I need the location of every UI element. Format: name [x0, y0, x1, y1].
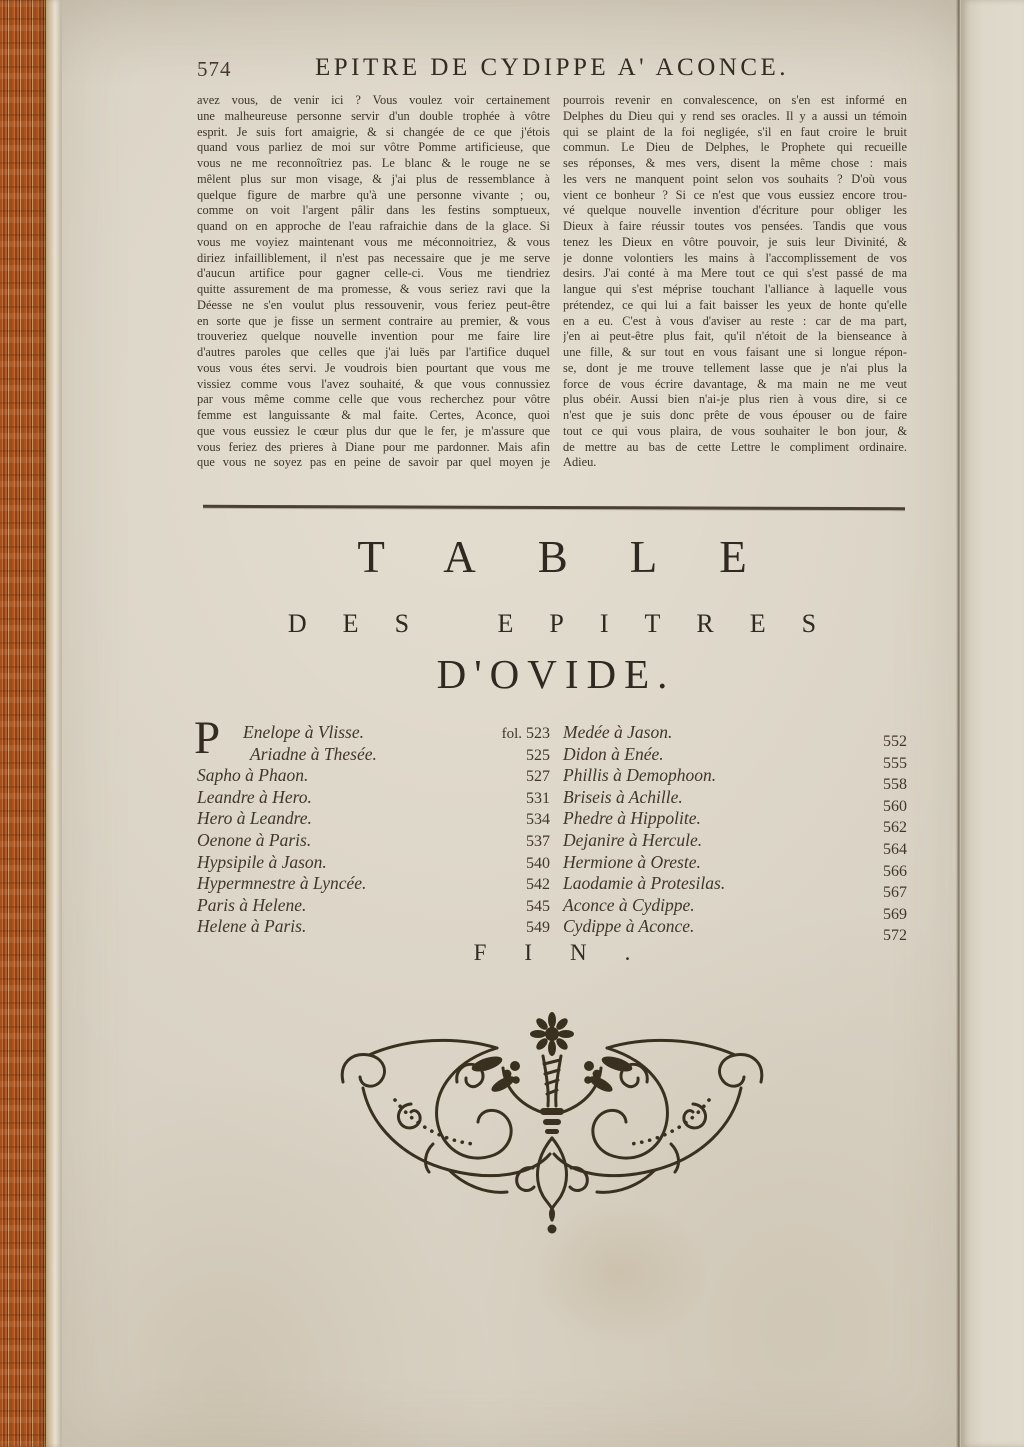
text-line: vous vous étes servi. Je voudrois bien pourtant que vous me — [197, 360, 550, 375]
text-line: qui se plaint de la foi negligée, s'il en faut croire le bruit — [563, 124, 907, 139]
table-of-epistles — [194, 712, 907, 945]
toc-entry — [197, 808, 550, 830]
toc-entry — [563, 873, 907, 902]
toc-entry-page: 560 — [883, 797, 907, 815]
toc-right-column — [563, 722, 907, 945]
toc-entry-title: Sapho à Phaon. — [197, 765, 309, 786]
toc-entry-title: Didon à Enée. — [563, 743, 664, 764]
text-line: trouveriez quelque nouvelle invention pour me faire lire — [197, 329, 550, 344]
toc-entry — [563, 916, 907, 945]
text-line: esprit. Je suis fort amaigrie, & si changée de ce que j'étois — [197, 124, 550, 139]
toc-entry-title: Ariadne à Thesée. — [250, 743, 377, 764]
toc-entry-title: Helene à Paris. — [197, 916, 307, 937]
text-line: vissiez comme vous l'avez souhaité, & que vous connussiez — [197, 376, 550, 391]
epistle-text — [197, 93, 907, 471]
toc-entry-page: 542 — [526, 876, 550, 894]
toc-entry — [563, 808, 907, 837]
toc-entry-page: 567 — [883, 884, 907, 902]
toc-entry-page: 545 — [526, 897, 550, 915]
text-line: force de vous écrire davantage, & ma main ne me veut — [563, 376, 907, 391]
text-line: quand on en approche de l'eau rafraichie dans de la glace. Si — [197, 219, 550, 233]
toc-entry-page: 569 — [883, 905, 907, 923]
toc-entry — [563, 743, 907, 772]
table-subtitle: DES EPITRES — [287, 609, 853, 638]
toc-entry-title: Cydippe à Aconce. — [563, 916, 695, 937]
page-edge-strip — [46, 0, 62, 1447]
text-line: femme est languissante & mal faite. Certes, Aconce, quoi — [197, 408, 550, 422]
toc-entry-page: 525 — [526, 746, 550, 764]
toc-entry-page: 540 — [526, 854, 550, 872]
text-line: Déesse ne s'en voulut plus ressouvenir, vous feriez peut-être — [197, 297, 550, 312]
text-line: vous me voyiez maintenant vous me méconnoitriez, & vous — [197, 234, 550, 249]
toc-entry — [197, 895, 550, 917]
toc-entry — [563, 722, 907, 750]
toc-entry-title: Briseis à Achille. — [563, 786, 683, 807]
toc-entry — [197, 873, 550, 895]
toc-entry-title: Paris à Helene. — [197, 894, 307, 915]
running-title: EPITRE DE CYDIPPE A' ACONCE. — [314, 54, 790, 81]
toc-entry-title: Hero à Leandre. — [197, 808, 312, 829]
text-line: mêlent plus sur mon visage, & j'ai plus de ressemblance à — [197, 171, 550, 186]
toc-entry-title: Medée à Jason. — [563, 722, 673, 742]
page-number: 574 — [197, 57, 232, 81]
text-line: diriez infailliblement, il n'est pas necessaire que je me serve — [197, 250, 550, 265]
text-line: quitte assurement de ma promesse, & vous seriez ravi que la — [197, 282, 550, 296]
toc-entry — [563, 851, 907, 880]
text-line: Adieu. — [563, 455, 597, 470]
text-line: avez vous, de venir ici ? Vous voulez voir certainement — [197, 93, 550, 107]
fin-label: FIN. — [473, 940, 669, 965]
text-line: quelque figure de marbre qu'à une personne vivante ; ou, — [197, 187, 550, 202]
toc-entry-page: 552 — [883, 733, 907, 750]
floral-tailpiece-ornament — [337, 1008, 767, 1245]
text-line: d'aucun artifice pour gagner celle-ci. Vous me tiendriez — [197, 266, 550, 281]
toc-entry-title: Oenone à Paris. — [197, 829, 312, 850]
toc-left-column — [194, 712, 550, 938]
text-line: une malheureuse personne servir d'un double trophée à vôtre — [197, 108, 550, 123]
text-line: commun. Le Dieu de Delphes, le Prophete qui recueille — [563, 140, 907, 155]
toc-entry — [197, 852, 550, 874]
text-line: Dieux à faire réussir toutes vos pensées. Tandis que vous — [563, 219, 907, 233]
text-line: plus obéir. Aussi bien n'ai-je plus rien à vous dire, si ce — [563, 392, 907, 407]
text-line: vient ce bonheur ? Si ce n'est que vous eussiez encore trou- — [563, 187, 907, 202]
toc-entry-title: Hypsipile à Jason. — [197, 851, 327, 872]
text-line: pourrois revenir en convalescence, on s'en est informé en — [563, 93, 907, 107]
toc-entry-title: Hypermnestre à Lyncée. — [197, 873, 367, 894]
text-line: les vers ne manquent point selon vos souhaits ? D'où vous — [563, 171, 907, 186]
text-line: prétendez, ce qui lui a fait baisser les yeux de honte qu'elle — [563, 297, 907, 312]
toc-entry-page: 558 — [883, 776, 907, 794]
toc-entry — [197, 744, 550, 766]
drop-cap: P — [194, 712, 221, 764]
toc-entry-title: Enelope à Vlisse. — [243, 722, 365, 742]
text-line: vous feriez des prieres à Diane pour me pardonner. Mais afin — [197, 439, 550, 454]
text-line: d'autres paroles que celles que j'ai luës par l'artifice duquel — [197, 345, 550, 359]
toc-entry-page: fol. 523 — [501, 725, 550, 742]
toc-entry — [563, 765, 907, 794]
toc-entry-page: 531 — [526, 789, 550, 807]
gutter-crease — [956, 0, 961, 1447]
text-line: desirs. J'ai conté à ma Mere tout ce qui s'est passé de ma — [563, 266, 907, 281]
toc-entry — [197, 787, 550, 809]
toc-entry-title: Hermione à Oreste. — [563, 851, 701, 872]
text-line: que vous ne soyez pas en peine de savoir par quel moyen je — [197, 455, 550, 470]
text-line: langue qui s'est méprise touchant l'alliance à laquelle vous — [563, 282, 907, 296]
toc-entry-title: Phillis à Demophoon. — [563, 765, 717, 786]
toc-entry — [197, 722, 550, 744]
text-line: de mettre au bas de cette Lettre le compliment ordinaire. — [563, 439, 907, 454]
text-line: en a eu. C'est à vous d'aviser au reste : car de ma part, — [563, 313, 907, 328]
text-line: vé quelque nouvelle invention d'écriture pour obliger les — [563, 203, 907, 218]
table-author: D'OVIDE. — [436, 651, 676, 697]
text-line: vous ne me reconnoîtriez pas. Le blanc & le rouge ne se — [197, 156, 550, 170]
toc-entry-title: Leandre à Hero. — [197, 786, 312, 807]
table-title: TABLE — [357, 532, 809, 582]
text-line: que vous eussiez le cœur plus dur que le fer, je m'assure que — [197, 423, 550, 438]
text-line: se, dont je me trouve tellement lasse que je n'ai plus la — [563, 360, 907, 375]
facing-page-edge — [961, 0, 1024, 1447]
toc-entry — [563, 829, 907, 858]
text-line: tenez les Dieux en vôtre pouvoir, je suis leur Divinité, & — [563, 234, 907, 249]
toc-entry-page: 537 — [526, 832, 550, 850]
text-line: une fille, & sur tout en vous faisant une si longue répon- — [563, 345, 907, 359]
toc-entry-page: 564 — [883, 840, 907, 858]
text-line: comme on voit l'argent pâlir dans les festins somptueux, — [197, 203, 550, 218]
toc-entry — [563, 894, 907, 923]
toc-entry — [197, 916, 550, 938]
toc-entry-page: 572 — [883, 927, 907, 945]
toc-entry — [563, 786, 907, 815]
text-line: tout ce qui vous plaira, de vous souhaiter le bon jour, & — [563, 423, 907, 438]
toc-entry-page: 534 — [526, 811, 550, 829]
toc-entry-page: 555 — [883, 754, 907, 772]
epistle-right-column — [563, 93, 907, 471]
text-line: je donne volontiers les mains à l'accomplissement de vos — [563, 250, 907, 265]
epistle-left-column — [197, 93, 550, 471]
toc-entry-page: 549 — [526, 919, 550, 937]
text-line: j'en ai peut-être plus fait, qu'il n'étoit de la bienseance à — [563, 329, 907, 344]
toc-entry-page: 562 — [883, 819, 907, 837]
text-line: par vous même comme celle que vous recherchez pour vôtre — [197, 392, 550, 407]
text-line: en sorte que je fisse un serment contraire au premier, & vous — [197, 313, 550, 328]
text-line: n'est que je suis donc prête de vous épouser ou de faire — [563, 408, 907, 422]
toc-entry-title: Dejanire à Hercule. — [563, 829, 703, 850]
text-line: Delphes du Dieu qui y rend ses oracles. Il y a aussi un témoin — [563, 108, 907, 123]
toc-folio-prefix: fol. — [501, 726, 522, 742]
toc-entry-page: 527 — [526, 768, 550, 786]
toc-entry-title: Phedre à Hippolite. — [563, 808, 701, 829]
toc-entry-title: Laodamie à Protesilas. — [563, 873, 726, 894]
toc-entry — [197, 830, 550, 852]
toc-entry-page: 566 — [883, 862, 907, 880]
text-line: quand vous parliez de moi sur vôtre Pomme artificieuse, que — [197, 140, 550, 155]
toc-entry-title: Aconce à Cydippe. — [563, 894, 695, 915]
fore-edge-band — [0, 0, 46, 1447]
toc-entry — [197, 765, 550, 787]
text-line: ses réponses, & mes vers, disent la même chose : mais — [563, 156, 907, 170]
